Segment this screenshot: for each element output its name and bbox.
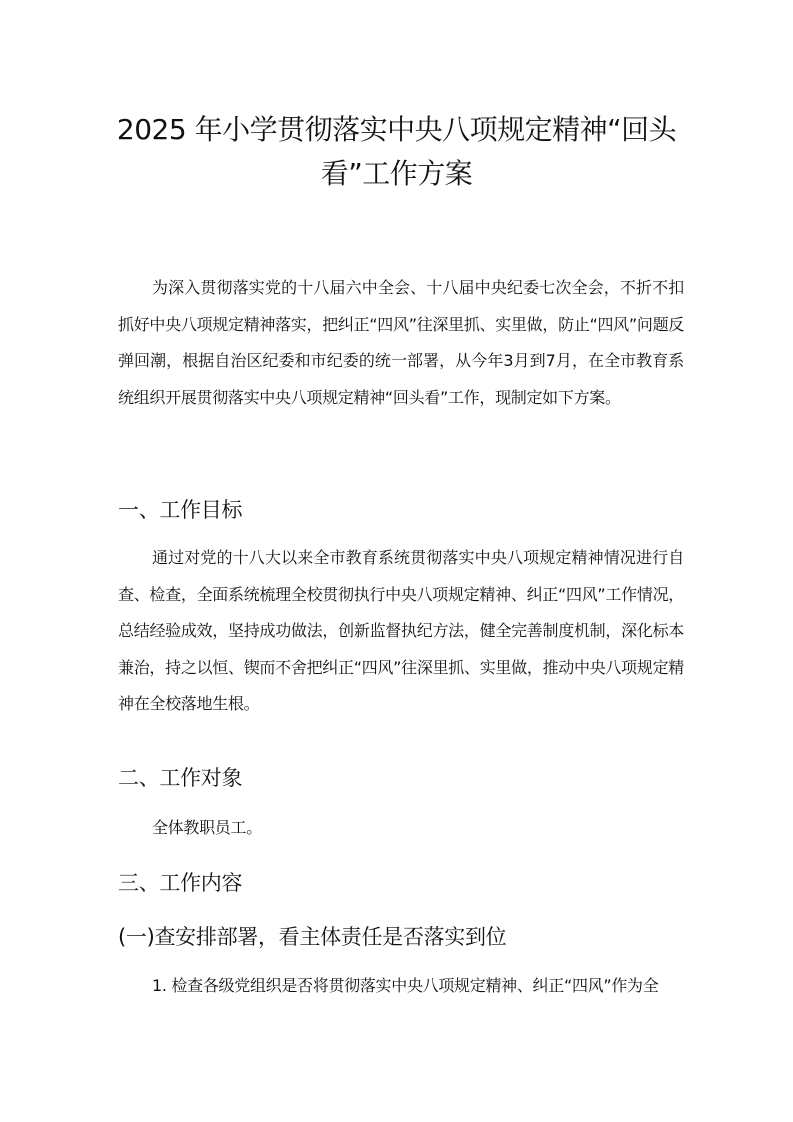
title-line-1: 2025 年小学贯彻落实中央八项规定精神“回头 [116, 113, 677, 146]
subsection-heading-1: (一)查安排部署，看主体责任是否落实到位 [118, 925, 507, 949]
section-heading-goals: 一、工作目标 [118, 498, 243, 522]
intro-paragraph: 为深入贯彻落实党的十八届六中全会、十八届中央纪委七次全会，不折不扣抓好中央八项规定精神落实，把纠正“四风”往深里抓、实里做，防止“四风”问题反弹回潮，根据自治区纪委和市纪委的统一部署，从今年3月到7月，在全市教育系统组织开展贯彻落实中央八项规定精神“回头看”工作，现制定如下方案。 [118, 278, 684, 407]
section-heading-content: 三、工作内容 [118, 871, 243, 895]
document-title [100, 108, 693, 196]
title-line-2: 看”工作方案 [320, 157, 473, 190]
section-body-goals: 通过对党的十八大以来全市教育系统贯彻落实中央八项规定精神情况进行自查、检查，全面系统梳理全校贯彻执行中央八项规定精神、纠正“四风”工作情况，总结经验成效，坚持成功做法，创新监督执纪方法，健全完善制度机制，深化标本兼治，持之以恒、锲而不舍把纠正“四风”往深里抓、实里做，推动中央八项规定精神在全校落地生根。 [118, 548, 684, 713]
list-item: 1. 检查各级党组织是否将贯彻落实中央八项规定精神、纠正“四风”作为全 [152, 976, 659, 995]
section-heading-targets: 二、工作对象 [118, 766, 243, 790]
section-body-targets: 全体教职员工。 [152, 818, 262, 837]
